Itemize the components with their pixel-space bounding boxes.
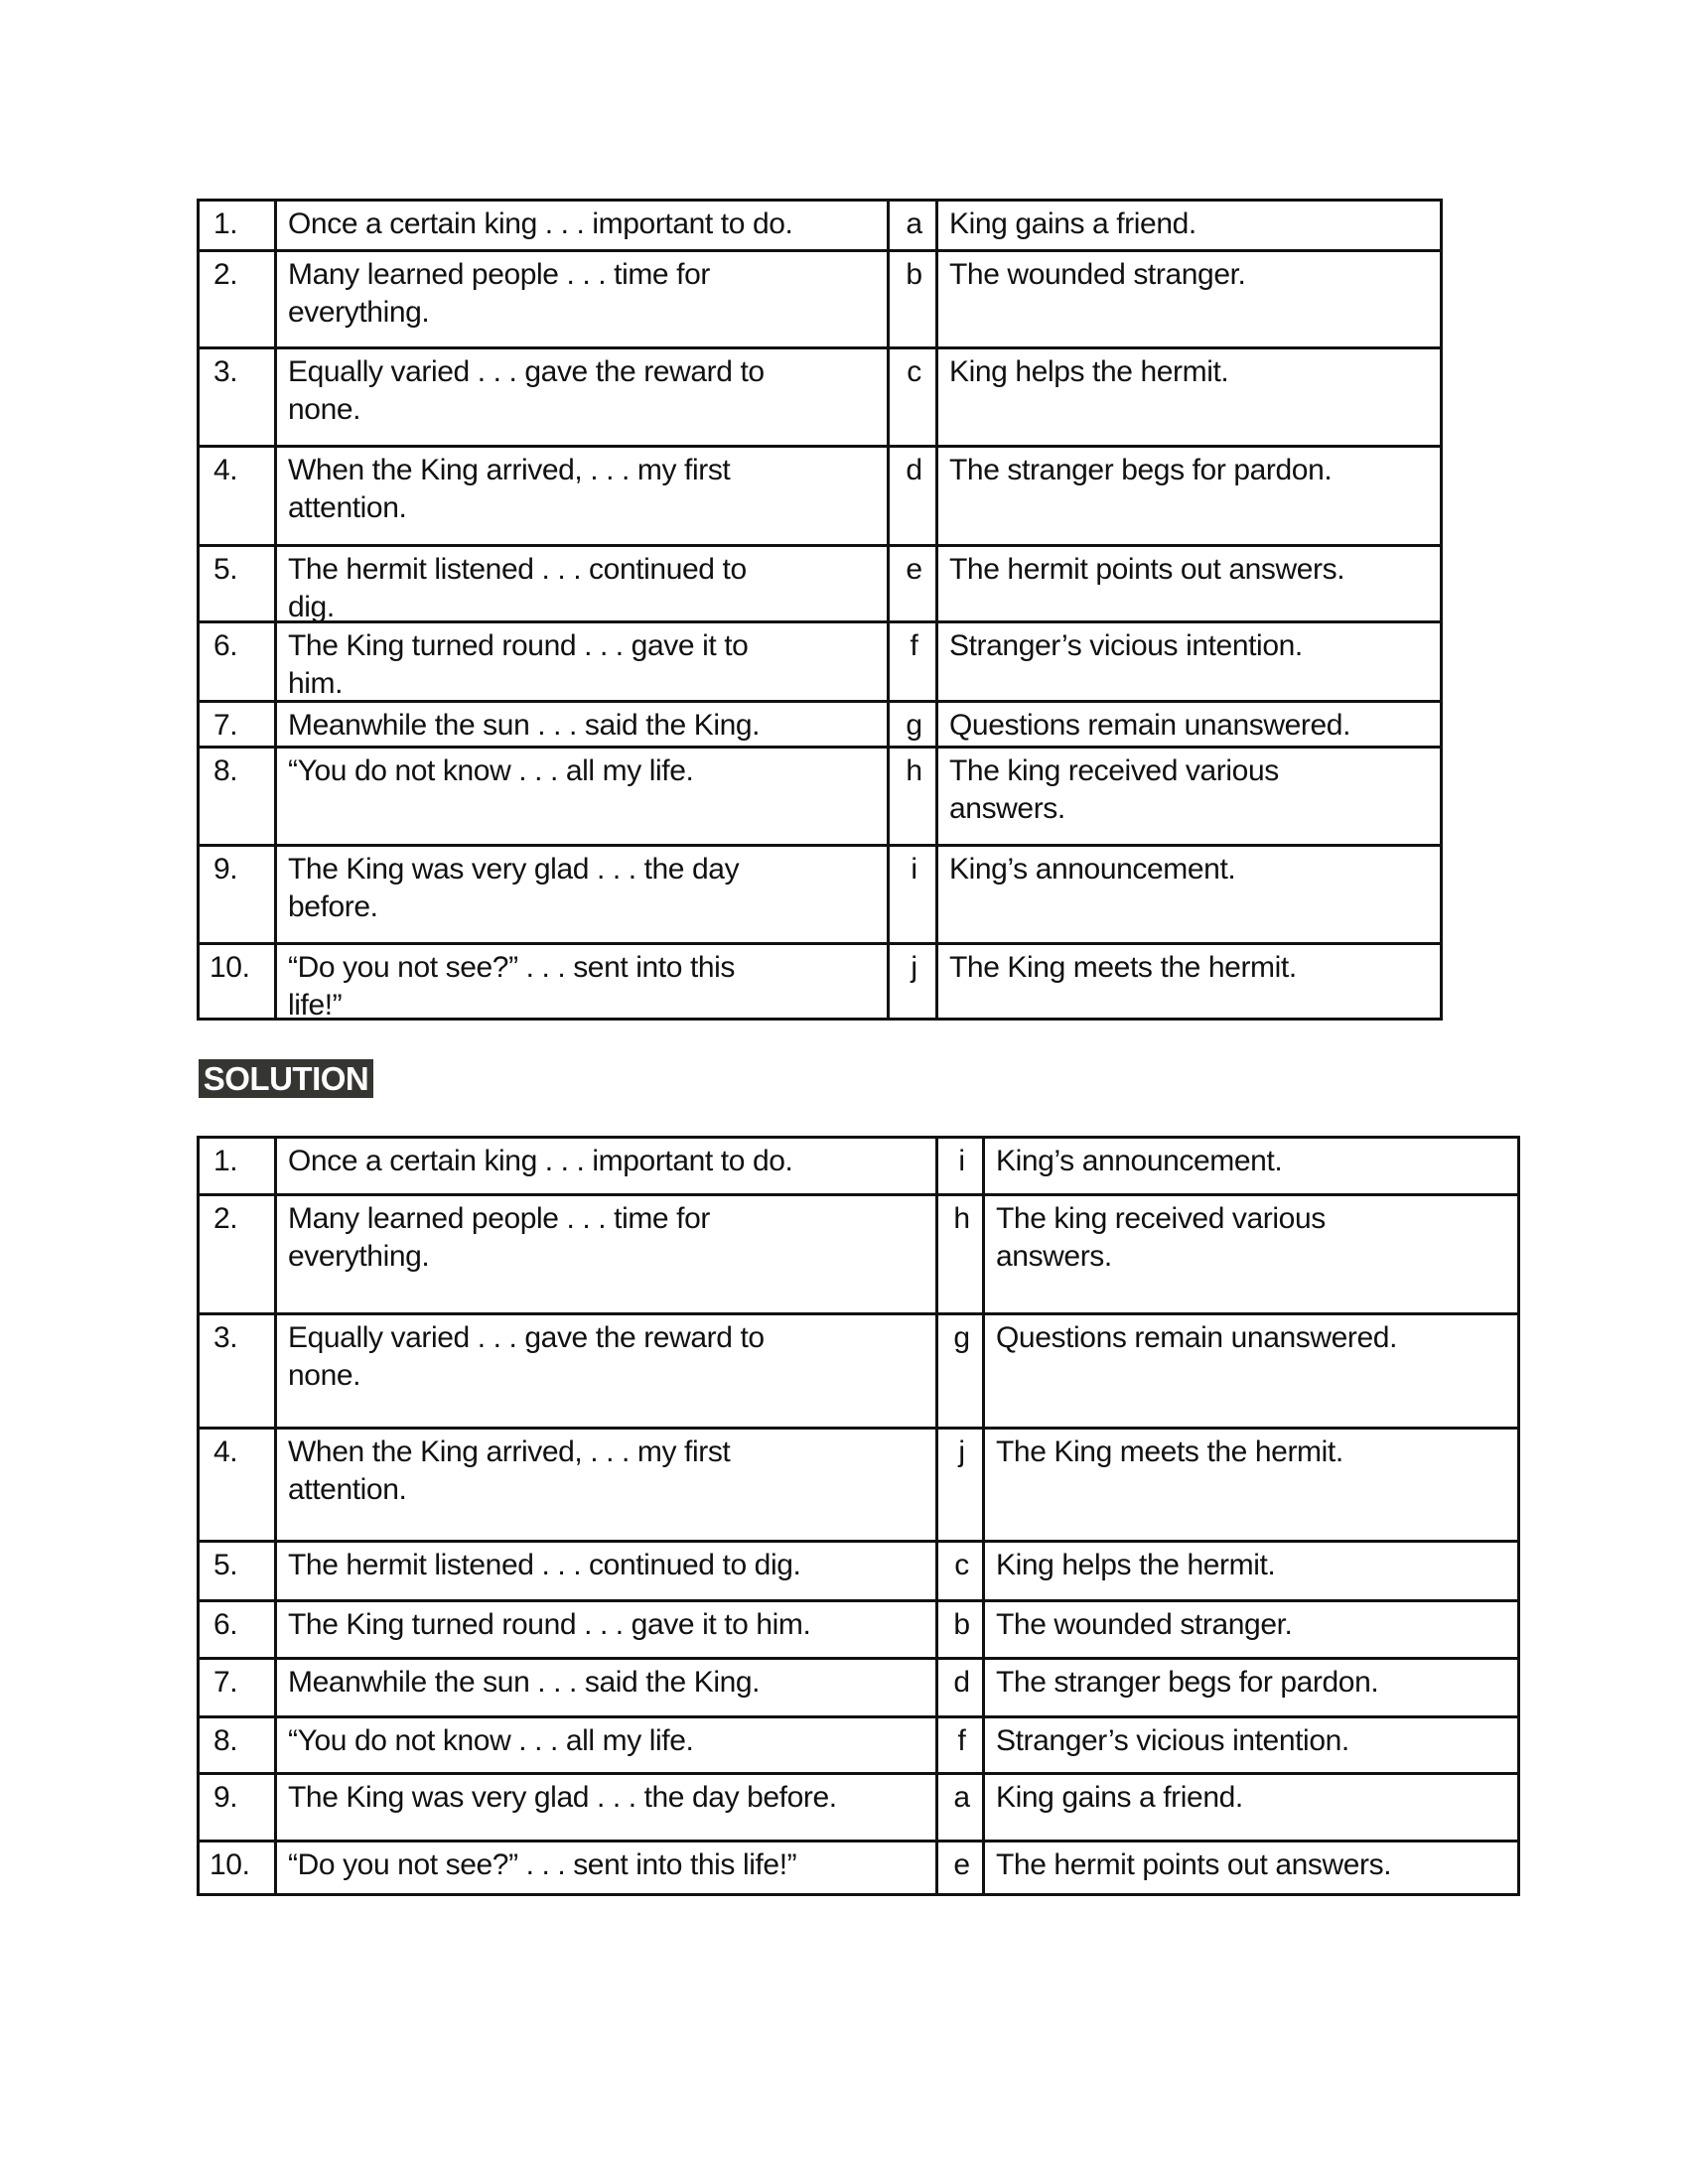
row-number: 8. — [213, 754, 238, 787]
summary-cell: The wounded stranger. — [935, 252, 1440, 346]
row-number: 2. — [213, 1202, 238, 1235]
row-number: 5. — [213, 553, 238, 586]
excerpt-cell: When the King arrived, . . . my first attention. — [274, 448, 890, 544]
excerpt-cell: “Do you not see?” . . . sent into this life!” — [274, 945, 890, 1018]
summary-cell: Stranger’s vicious intention. — [935, 623, 1440, 700]
excerpt-cell: The hermit listened . . . continued to dig. — [274, 1543, 938, 1599]
key-letter: f — [887, 623, 938, 700]
key-letter: d — [887, 448, 938, 544]
key-letter: g — [935, 1315, 985, 1427]
key-letter: a — [887, 202, 938, 249]
summary-cell: The hermit points out answers. — [982, 1843, 1517, 1893]
key-letter: a — [935, 1775, 985, 1840]
table-row — [200, 202, 1440, 249]
table-row — [200, 1193, 1517, 1312]
row-number: 1. — [213, 207, 238, 240]
row-number: 6. — [213, 629, 238, 662]
excerpt-cell: When the King arrived, . . . my first attention. — [274, 1430, 938, 1540]
excerpt-cell: Many learned people . . . time for everything. — [274, 252, 890, 346]
key-letter: i — [887, 847, 938, 942]
row-number: 10. — [210, 1848, 250, 1881]
excerpt-cell: Meanwhile the sun . . . said the King. — [274, 1660, 938, 1715]
summary-cell: King gains a friend. — [935, 202, 1440, 249]
summary-cell: The King meets the hermit. — [982, 1430, 1517, 1540]
table-row — [200, 620, 1440, 700]
summary-cell: The hermit points out answers. — [935, 547, 1440, 620]
summary-cell: Questions remain unanswered. — [982, 1315, 1517, 1427]
row-number: 5. — [213, 1549, 238, 1581]
key-letter: j — [887, 945, 938, 1018]
row-number: 9. — [213, 1781, 238, 1814]
excerpt-cell: The King was very glad . . . the day before. — [274, 1775, 938, 1840]
summary-cell: King helps the hermit. — [982, 1543, 1517, 1599]
row-number: 7. — [213, 709, 238, 742]
excerpt-cell: “You do not know . . . all my life. — [274, 749, 890, 844]
row-number: 4. — [213, 454, 238, 486]
summary-cell: King helps the hermit. — [935, 349, 1440, 445]
table-row — [200, 1599, 1517, 1657]
key-letter: b — [887, 252, 938, 346]
table-row — [200, 1715, 1517, 1772]
summary-cell: The king received various answers. — [982, 1196, 1517, 1312]
exercise-table — [197, 199, 1443, 1021]
excerpt-cell: Equally varied . . . gave the reward to none. — [274, 349, 890, 445]
excerpt-cell: The King turned round . . . gave it to him. — [274, 1602, 938, 1657]
key-letter: b — [935, 1602, 985, 1657]
summary-cell: Questions remain unanswered. — [935, 703, 1440, 746]
key-letter: e — [935, 1843, 985, 1893]
summary-cell: The wounded stranger. — [982, 1602, 1517, 1657]
key-letter: i — [935, 1139, 985, 1193]
row-number: 9. — [213, 853, 238, 886]
table-row — [200, 1657, 1517, 1715]
row-number: 4. — [213, 1435, 238, 1468]
excerpt-cell: Once a certain king . . . important to do. — [274, 202, 890, 249]
row-number: 3. — [213, 1321, 238, 1354]
excerpt-cell: Equally varied . . . gave the reward to none. — [274, 1315, 938, 1427]
summary-cell: The stranger begs for pardon. — [982, 1660, 1517, 1715]
key-letter: f — [935, 1718, 985, 1772]
table-row — [200, 1312, 1517, 1427]
summary-cell: King’s announcement. — [935, 847, 1440, 942]
key-letter: g — [887, 703, 938, 746]
table-row — [200, 1540, 1517, 1599]
table-row — [200, 445, 1440, 544]
key-letter: j — [935, 1430, 985, 1540]
excerpt-cell: Meanwhile the sun . . . said the King. — [274, 703, 890, 746]
table-row — [200, 1840, 1517, 1893]
summary-cell: King’s announcement. — [982, 1139, 1517, 1193]
excerpt-cell: Many learned people . . . time for everything. — [274, 1196, 938, 1312]
row-number: 2. — [213, 258, 238, 291]
table-row — [200, 544, 1440, 623]
key-letter: d — [935, 1660, 985, 1715]
table-row — [200, 249, 1440, 346]
excerpt-cell: The hermit listened . . . continued to dig. — [274, 547, 890, 620]
excerpt-cell: “Do you not see?” . . . sent into this life!” — [274, 1843, 938, 1893]
summary-cell: King gains a friend. — [982, 1775, 1517, 1840]
table-row — [200, 746, 1440, 844]
key-letter: h — [887, 749, 938, 844]
solution-heading: SOLUTION — [199, 1059, 373, 1098]
excerpt-cell: The King turned round . . . gave it to him. — [274, 623, 890, 700]
row-number: 1. — [213, 1145, 238, 1177]
row-number: 6. — [213, 1608, 238, 1641]
table-row — [200, 942, 1440, 1022]
key-letter: c — [935, 1543, 985, 1599]
summary-cell: The king received various answers. — [935, 749, 1440, 844]
table-row — [200, 346, 1440, 445]
key-letter: h — [935, 1196, 985, 1312]
excerpt-cell: Once a certain king . . . important to do. — [274, 1139, 938, 1193]
key-letter: e — [887, 547, 938, 620]
table-row — [200, 1427, 1517, 1540]
key-letter: c — [887, 349, 938, 445]
solution-table — [197, 1136, 1520, 1896]
summary-cell: The stranger begs for pardon. — [935, 448, 1440, 544]
excerpt-cell: “You do not know . . . all my life. — [274, 1718, 938, 1772]
row-number: 7. — [213, 1666, 238, 1699]
table-row — [200, 1139, 1517, 1193]
table-row — [200, 700, 1440, 746]
summary-cell: Stranger’s vicious intention. — [982, 1718, 1517, 1772]
excerpt-cell: The King was very glad . . . the day before. — [274, 847, 890, 942]
table-row — [200, 1772, 1517, 1840]
row-number: 3. — [213, 355, 238, 388]
row-number: 8. — [213, 1724, 238, 1757]
row-number: 10. — [210, 951, 250, 984]
table-row — [200, 844, 1440, 942]
summary-cell: The King meets the hermit. — [935, 945, 1440, 1018]
